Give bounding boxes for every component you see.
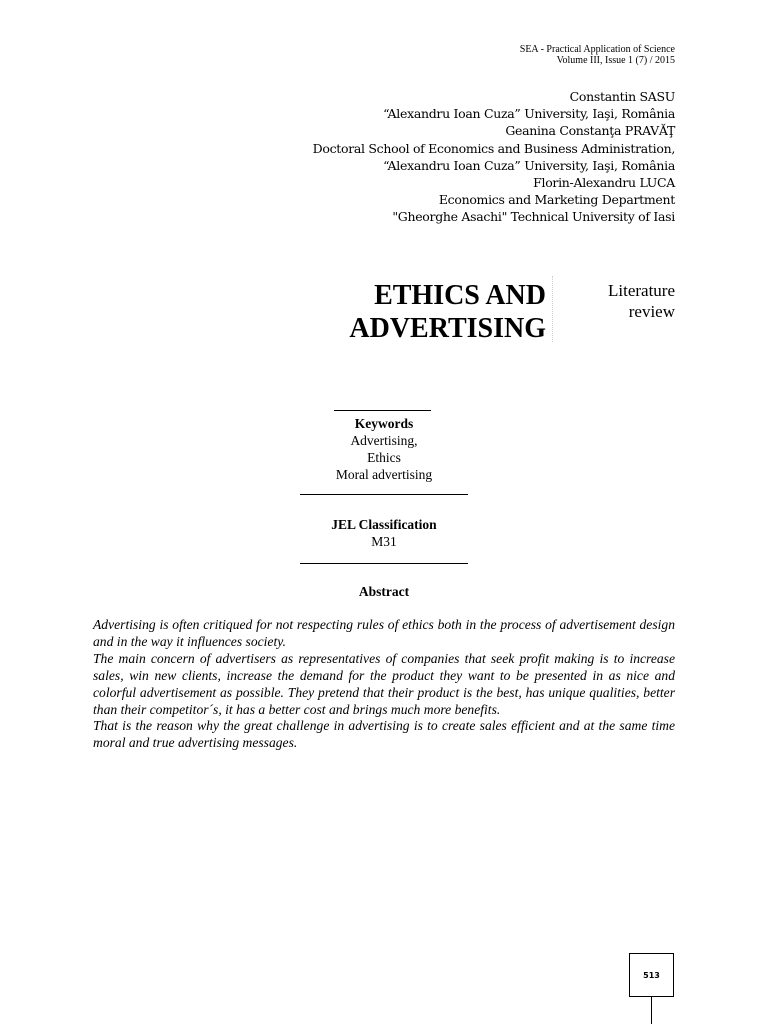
- author-affiliation: Economics and Marketing Department: [438, 192, 675, 208]
- jel-bottom-rule: [300, 563, 468, 564]
- author-affiliation: Doctoral School of Economics and Business Administration,: [312, 140, 675, 156]
- author-name: Florin-Alexandru LUCA: [533, 175, 675, 191]
- article-type-line: review: [628, 302, 675, 321]
- paper-title-line: ADVERTISING: [349, 313, 546, 344]
- journal-volume: Volume III, Issue 1 (7) / 2015: [556, 55, 675, 66]
- keyword-item: Moral advertising: [335, 467, 433, 482]
- abstract-paragraph: The main concern of advertisers as representatives of companies that seek profit making is to increase sales, win new clients, increase the demand for the product they want to be presented in as nice and colorful advertisement as possible. They pretend that their product is the best, has unique qualities, better than their competitor´s, it has a better cost and brings much more benefits.: [93, 650, 675, 717]
- jel-heading: JEL Classification: [331, 517, 437, 532]
- article-type: [565, 280, 675, 322]
- author-name: Constantin SASU: [569, 89, 675, 104]
- title-divider: [552, 276, 553, 342]
- keywords-top-rule: [334, 410, 431, 411]
- author-affiliations: [313, 88, 675, 226]
- abstract-heading: Abstract: [358, 584, 410, 599]
- paper-title: [300, 279, 546, 345]
- keywords-section: [284, 415, 484, 483]
- paper-title-line: ETHICS AND: [374, 280, 546, 311]
- author-name: Geanina Constanţa PRAVĂŢ: [505, 123, 675, 139]
- page-number-box: [629, 953, 674, 997]
- jel-section: [284, 516, 484, 550]
- journal-title: SEA - Practical Application of Science: [519, 44, 675, 55]
- author-affiliation: “Alexandru Ioan Cuza” University, Iaşi, România: [383, 157, 675, 173]
- abstract-paragraph: That is the reason why the great challenge in advertising is to create sales efficient and at the same time moral and true advertising messages.: [93, 718, 675, 751]
- keywords-bottom-rule: [300, 494, 468, 495]
- keyword-item: Ethics: [367, 450, 401, 465]
- page-number-line: [651, 997, 652, 1024]
- keywords-heading: Keywords: [354, 416, 414, 431]
- author-affiliation: “Alexandru Ioan Cuza” University, Iaşi, România: [383, 106, 675, 122]
- jel-code: M31: [371, 534, 397, 549]
- abstract-body: [93, 617, 675, 752]
- article-type-line: Literature: [607, 281, 675, 300]
- keyword-item: Advertising,: [350, 433, 418, 448]
- page-number: 513: [643, 970, 660, 980]
- author-affiliation: "Gheorghe Asachi" Technical University of Iasi: [392, 209, 675, 225]
- abstract-paragraph: Advertising is often critiqued for not respecting rules of ethics both in the process of advertisement design and in the way it influences society.: [93, 617, 675, 649]
- journal-header: [520, 44, 675, 66]
